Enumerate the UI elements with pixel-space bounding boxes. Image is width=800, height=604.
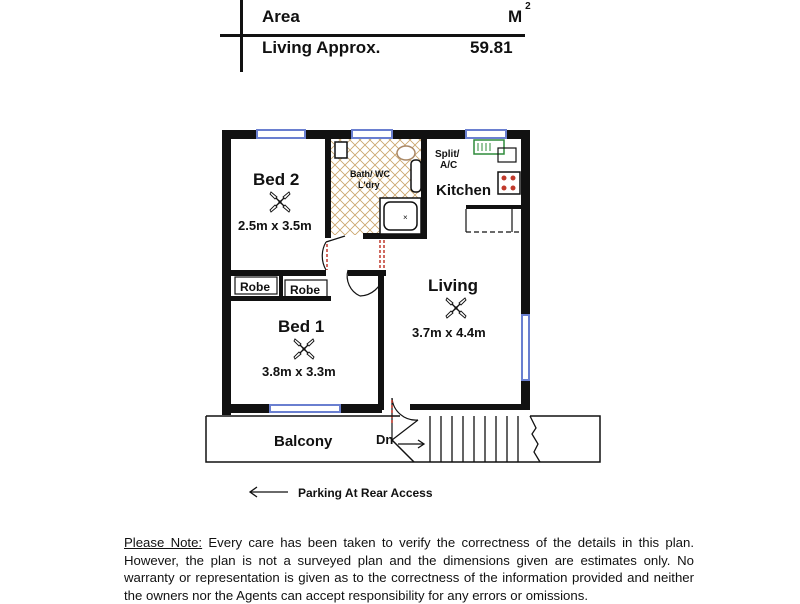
bed2-fan-icon — [270, 192, 290, 212]
robe1-label: Robe — [240, 280, 270, 294]
parking-arrow-icon — [250, 487, 288, 497]
stairs-down-label: Dn — [376, 432, 394, 447]
area-unit-superscript: 2 — [525, 1, 531, 13]
kitchen-label: Kitchen — [436, 182, 492, 199]
basin-icon — [411, 160, 421, 192]
area-unit-letter: M — [508, 7, 523, 26]
area-header-label: Area — [262, 7, 300, 26]
area-row-value: 59.81 — [470, 38, 513, 57]
cooktop-icon — [498, 172, 520, 194]
stairs — [430, 416, 540, 462]
note-heading: Please Note: — [124, 535, 203, 550]
bed2-dims: 2.5m x 3.5m — [238, 218, 312, 233]
balcony — [206, 416, 600, 462]
toilet-icon — [397, 146, 415, 160]
shower-icon — [335, 142, 347, 158]
bed1-label: Bed 1 — [278, 317, 325, 336]
area-row-label: Living Approx. — [262, 38, 381, 57]
bath-plug-icon: × — [403, 213, 408, 222]
bath-label-line2: L'dry — [358, 180, 380, 190]
bed1-fan-icon — [294, 339, 314, 359]
parking-label: Parking At Rear Access — [298, 486, 433, 500]
split-ac-label-line2: A/C — [440, 160, 458, 171]
living-fan-icon — [446, 298, 466, 318]
balcony-label: Balcony — [274, 433, 333, 450]
bed1-dims: 3.8m x 3.3m — [262, 364, 336, 379]
robe2-label: Robe — [290, 283, 320, 297]
disclaimer-note — [124, 534, 694, 604]
bath-label-line1: Bath/ WC — [350, 169, 390, 179]
bed2-door-swing — [322, 242, 326, 270]
bed2-label: Bed 2 — [253, 170, 300, 189]
note-body: Every care has been taken to verify the correctness of the details in this plan. However, the plan is not a surveyed plan and the dimensions given are estimates only. No warranty or representation is given as to the correctness of the information provided and neither the owners nor the Agents can accept responsibility for any errors or omissions. — [124, 535, 694, 603]
living-label: Living — [428, 276, 479, 295]
living-dims: 3.7m x 4.4m — [412, 325, 486, 340]
split-ac-label-line1: Split/ — [435, 149, 460, 160]
